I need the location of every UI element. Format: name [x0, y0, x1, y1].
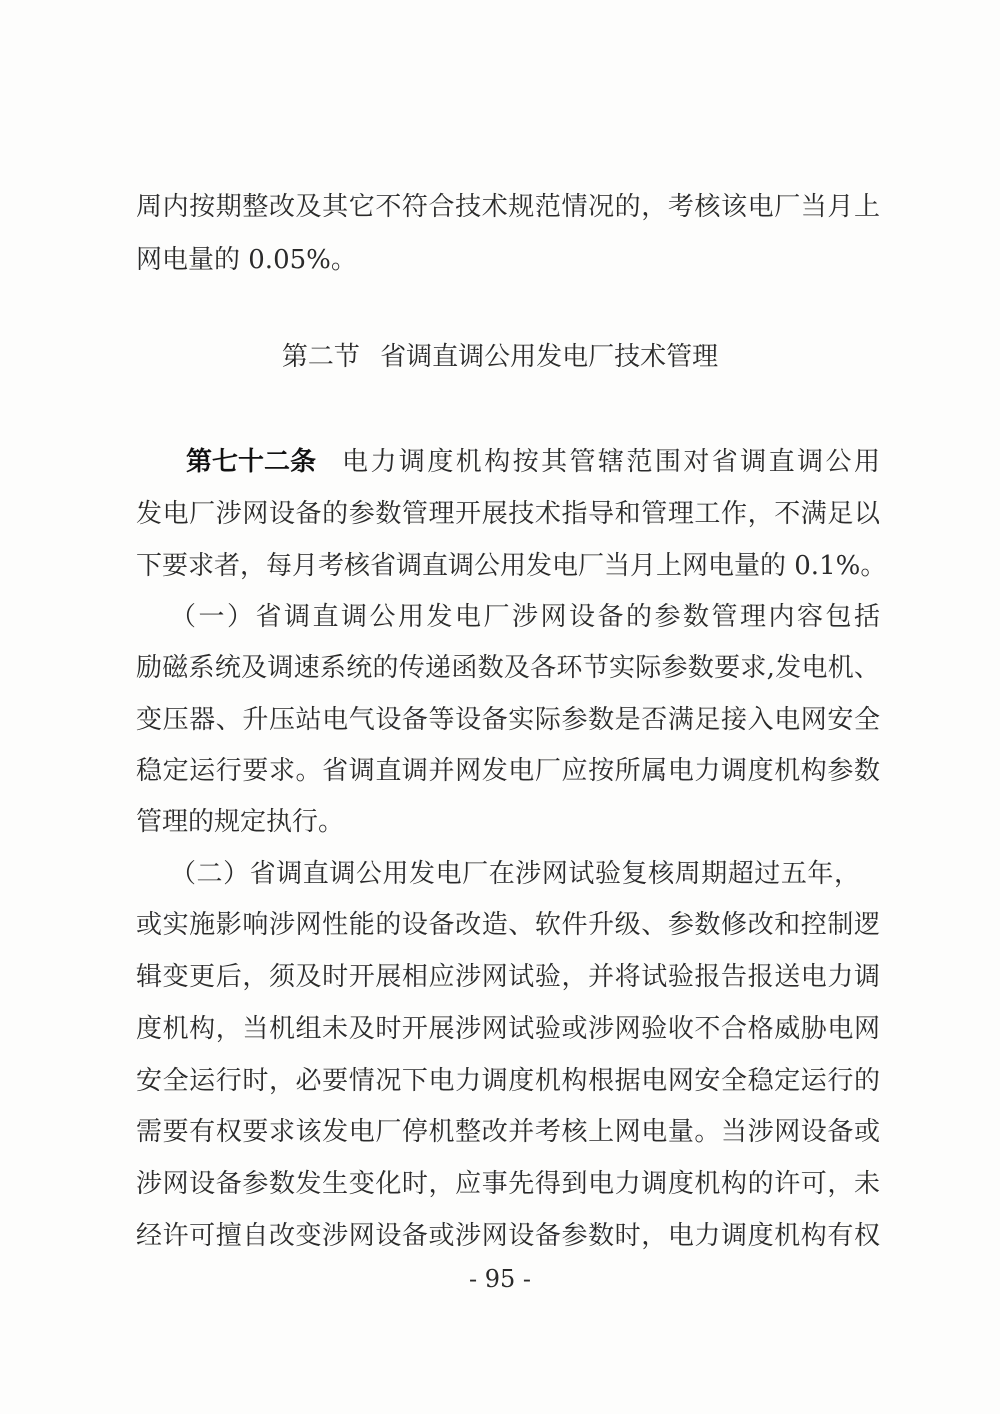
body-line: （一）省调直调公用发电厂涉网设备的参数管理内容包括: [170, 602, 880, 632]
section-heading: [0, 339, 1000, 375]
body-line: 安全运行时，必要情况下电力调度机构根据电网安全稳定运行的: [136, 1066, 880, 1096]
body-line: 管理的规定执行。: [136, 807, 345, 837]
body-line: 需要有权要求该发电厂停机整改并考核上网电量。当涉网设备或: [136, 1117, 880, 1147]
body-line: 稳定运行要求。省调直调并网发电厂应按所属电力调度机构参数: [136, 756, 880, 786]
article-first-line: [186, 444, 880, 480]
page-number: - 95 -: [468, 1265, 531, 1293]
section-title: 省调直调公用发电厂技术管理: [380, 342, 719, 372]
body-line: （二）省调直调公用发电厂在涉网试验复核周期超过五年，: [170, 859, 860, 889]
body-line: 周内按期整改及其它不符合技术规范情况的，考核该电厂当月上: [136, 192, 880, 222]
body-line: 度机构，当机组未及时开展涉网试验或涉网验收不合格威胁电网: [136, 1014, 880, 1044]
body-line: 励磁系统及调速系统的传递函数及各环节实际参数要求,发电机、: [136, 653, 880, 683]
body-line: 电力调度机构按其管辖范围对省调直调公用: [342, 447, 880, 477]
article-label: 第七十二条: [186, 447, 317, 477]
body-line: 变压器、升压站电气设备等设备实际参数是否满足接入电网安全: [136, 705, 880, 735]
body-line: 发电厂涉网设备的参数管理开展技术指导和管理工作，不满足以: [136, 499, 880, 529]
body-line: 辑变更后，须及时开展相应涉网试验，并将试验报告报送电力调: [136, 962, 880, 992]
body-line: 经许可擅自改变涉网设备或涉网设备参数时，电力调度机构有权: [136, 1221, 880, 1251]
body-line: 涉网设备参数发生变化时，应事先得到电力调度机构的许可，未: [136, 1169, 880, 1199]
body-line: 或实施影响涉网性能的设备改造、软件升级、参数修改和控制逻: [136, 910, 880, 940]
body-line: 网电量的 0.05%。: [136, 245, 357, 275]
body-line: 下要求者，每月考核省调直调公用发电厂当月上网电量的 0.1%。: [136, 551, 887, 581]
section-number: 第二节: [281, 342, 360, 372]
